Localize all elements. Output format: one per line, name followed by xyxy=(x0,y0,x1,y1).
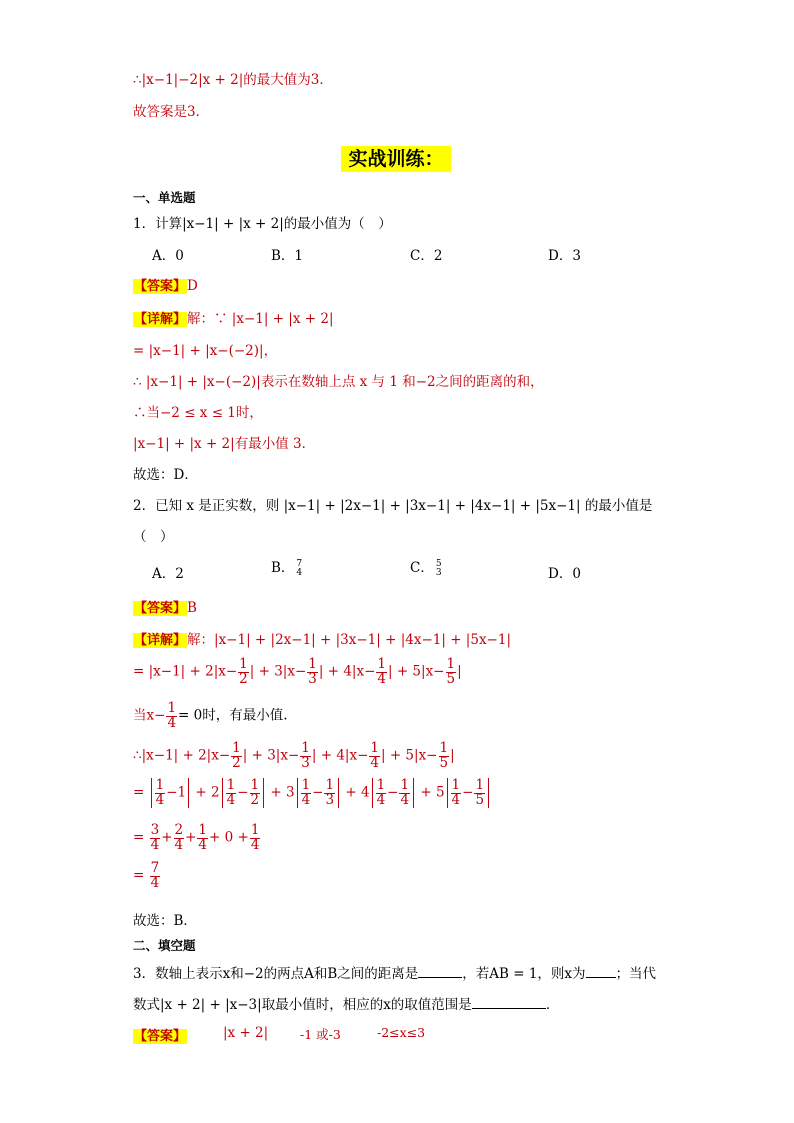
q1-detail xyxy=(133,307,334,327)
expr-part: = xyxy=(133,829,145,846)
q2-option-c xyxy=(410,556,444,578)
expr-part: 当x− xyxy=(133,707,166,724)
previous-answer: 故答案是3． xyxy=(133,104,210,120)
answer-tag: 【答案】 xyxy=(134,1029,187,1044)
q3-line-2 xyxy=(133,993,559,1013)
q2-step-5: = $\frac{1}{4}$ −1 + 2 $\frac{1}{4}$ − $\frac{1}{2}$ + 3 $\frac{1}{4}$ − $\frac{1}{3}$ + 4 $\frac{1}{4}$ − $\frac{1}{4}$ + 5 $\frac{1}{4}$ − $\frac{1}{5}$ xyxy=(133,778,491,808)
q2-step-6: = $\frac{3}{4}$ + $\frac{2}{4}$ + $\frac{1}{4}$ + 0 + $\frac{1}{4}$ xyxy=(133,822,260,853)
q1-option-b: B．1 xyxy=(271,248,304,264)
expr-part: | + 3|x− xyxy=(242,747,300,764)
previous-conclusion: ∴|x−1|−2|x + 2|的最大值为3． xyxy=(133,72,333,88)
q2-option-b-label: B． xyxy=(271,560,295,576)
q1-conclusion: 故选：D． xyxy=(133,467,198,483)
q3-text: 3．数轴上表示x和−2的两点A和B之间的距离是 xyxy=(133,966,419,982)
expr-part: | + 4|x− xyxy=(311,747,369,764)
q3-answer-1: |x + 2| xyxy=(223,1025,269,1041)
q2-option-b-numerator: 7 xyxy=(296,558,303,569)
q2-option-b xyxy=(271,556,304,578)
q3-answer-3: -2≤x≤3 xyxy=(377,1025,426,1040)
q2-option-c-label: C． xyxy=(410,560,434,576)
q1-stem: 1．计算|x−1| + |x + 2|的最小值为（ ） xyxy=(133,216,392,232)
q2-option-a: A．2 xyxy=(152,566,184,582)
q2-option-c-numerator: 5 xyxy=(435,558,442,569)
q1-detail-line: |x−1| + |x + 2|有最小值 3． xyxy=(133,436,316,452)
q1-option-d: D．3 xyxy=(548,248,581,264)
section-fill-in: 二、填空题 xyxy=(133,938,196,953)
expr-part: | + 3|x− xyxy=(249,663,307,680)
q3-text: ，若AB = 1，则x为 xyxy=(462,966,586,982)
q2-step-4: ∴|x−1| + 2|x− $\frac{1}{2}$ | + 3|x− $\frac{1}{3}$ | + 4|x− $\frac{1}{4}$ | + 5|x− $\frac{1}{5}$ | xyxy=(133,740,455,771)
q1-option-a: A．0 xyxy=(152,248,184,264)
blank xyxy=(472,1008,546,1009)
q1-detail-line: 解：∵ |x−1| + |x + 2| xyxy=(187,311,334,327)
q1-detail-line: ∴当−2 ≤ x ≤ 1时， xyxy=(133,405,263,421)
expr-part: | + 5|x− xyxy=(387,663,445,680)
expr-part: = 0时，有最小值. xyxy=(178,707,288,724)
q3-line-1 xyxy=(133,962,656,982)
expr-part: | xyxy=(457,663,462,680)
blank xyxy=(418,977,462,978)
q3-text: 数式|x + 2| + |x−3|取最小值时，相应的x的取值范围是 xyxy=(133,997,472,1013)
q2-conclusion: 故选：B． xyxy=(133,913,197,929)
q2-step-3: 当x− $\frac{1}{4}$ = 0时，有最小值. xyxy=(133,700,288,731)
detail-tag: 【详解】 xyxy=(134,312,187,327)
section-title: 实战训练： xyxy=(341,146,451,172)
expr-part: = xyxy=(133,784,145,801)
q2-answer xyxy=(133,597,197,616)
q2-step-7: = $\frac{7}{4}$ xyxy=(133,860,160,891)
q2-answer-value: B xyxy=(187,600,197,616)
q1-answer-value: D xyxy=(187,278,198,294)
blank xyxy=(586,977,616,978)
q2-option-b-denominator: 4 xyxy=(296,567,303,578)
q3-answer-2: -1 或-3 xyxy=(300,1027,341,1042)
answer-tag: 【答案】 xyxy=(134,279,187,294)
q1-detail-line: ∴ |x−1| + |x−(−2)|表示在数轴上点 x 与 1 和−2之间的距离的和， xyxy=(133,374,544,390)
q1-answer xyxy=(133,275,198,294)
q2-stem: 2．已知 x 是正实数，则 |x−1| + |2x−1| + |3x−1| + |4x−1| + |5x−1| 的最小值是 xyxy=(133,498,653,514)
q2-detail xyxy=(133,628,511,648)
q2-step-2: = |x−1| + 2|x− $\frac{1}{2}$ | + 3|x− $\frac{1}{3}$ | + 4|x− $\frac{1}{4}$ | + 5|x− $\frac{1}{5}$ | xyxy=(133,656,462,687)
detail-tag: 【详解】 xyxy=(134,633,187,648)
q3-text: ． xyxy=(545,997,560,1013)
q1-detail-line: = |x−1| + |x−(−2)|， xyxy=(133,343,278,359)
q2-option-d: D．0 xyxy=(548,566,581,582)
q1-option-c: C．2 xyxy=(410,248,443,264)
q2-option-c-denominator: 3 xyxy=(435,567,442,578)
section-single-choice: 一、单选题 xyxy=(133,190,196,205)
expr-part: ∴|x−1| + 2|x− xyxy=(133,747,231,764)
expr-part: | xyxy=(450,747,455,764)
expr-part: | + 4|x− xyxy=(318,663,376,680)
expr-part: = xyxy=(133,867,145,884)
q3-answer xyxy=(133,1025,187,1044)
answer-tag: 【答案】 xyxy=(134,601,187,616)
expr-part: | + 5|x− xyxy=(380,747,438,764)
q2-stem-paren: （ ） xyxy=(133,529,174,545)
expr-part: = |x−1| + 2|x− xyxy=(133,663,238,680)
q3-text: ；当代 xyxy=(615,966,657,982)
q2-detail-line: 解：|x−1| + |2x−1| + |3x−1| + |4x−1| + |5x−1| xyxy=(187,632,512,648)
